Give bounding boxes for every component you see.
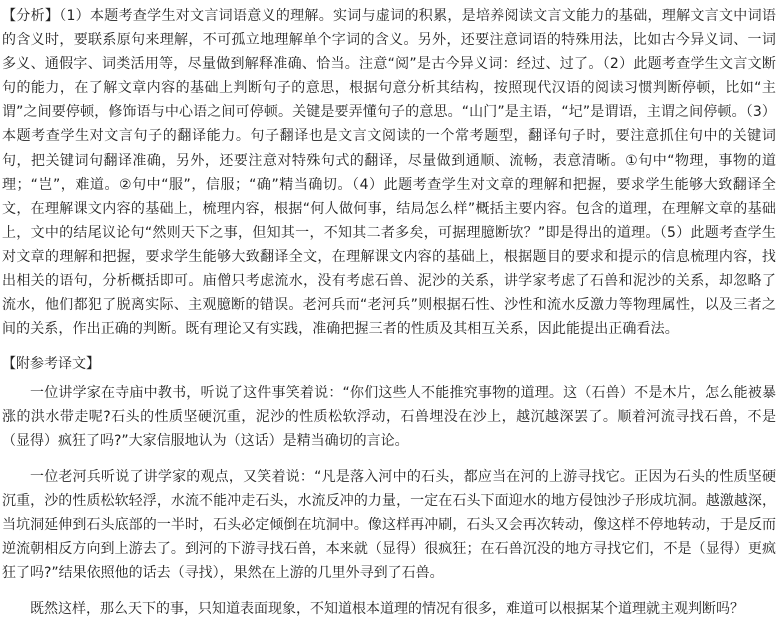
translation-paragraph-1: 一位讲学家在寺庙中教书，听说了这件事笑着说：“你们这些人不能推究事物的道理。这（石兽）不是木片，怎么能被暴涨的洪水带走呢?石头的性质坚硬沉重，泥沙的性质松软浮动，石兽埋没在沙上，越沉越深罢了。顺着河流寻找石兽，不是（显得）疯狂了吗?”大家信服地认为（这话）是精当确切的言论。 xyxy=(2,385,776,450)
analysis-block xyxy=(2,4,776,341)
translation-paragraph-2: 一位老河兵听说了讲学家的观点，又笑着说：“凡是落入河中的石头，都应当在河的上游寻找它。正因为石头的性质坚硬沉重，沙的性质松软轻浮，水流不能冲走石头，水流反冲的力量，一定在石头下面迎水的地方侵蚀沙子形成坑洞。越激越深，当坑洞延伸到石头底部的一半时，石头必定倾倒在坑洞中。像这样再冲刷，石头又会再次转动，像这样不停地转动，于是反而逆流朝相反方向到上游去了。到河的下游寻找石兽，本来就（显得）很疯狂；在石兽沉没的地方寻找它们，不是（显得）更疯狂了吗?”结果依照他的话去（寻找），果然在上游的几里外寻到了石兽。 xyxy=(2,469,776,582)
analysis-text: （1）本题考查学生对文言词语意义的理解。实词与虚词的积累，是培养阅读文言文能力的基础，理解文言文中词语的含义时，要联系原句来理解，不可孤立地理解单个字词的含义。另外，还要注意词语的特殊用法，比如古今异义词、一词多义、通假字、词类活用等，尽量做到解释准确、恰当。注意“阅”是古今异义词：经过、过了。（2）此题考查学生文言文断句的能力，在了解文章内容的基础上判断句子的意思，根据句意分析其结构，按照现代汉语的阅读习惯判断停顿，比如“主谓”之间要停顿，修饰语与中心语之间可停顿。关键是要弄懂句子的意思。“山门”是主语，“圮”是谓语，主谓之间停顿。（3）本题考查学生对文言句子的翻译能力。句子翻译也是文言文阅读的一个常考题型，翻译句子时，要注意抓住句中的关键词句，把关键词句翻译准确，另外，还要注意对特殊句式的翻译，尽量做到通顺、流畅，表意清晰。①句中“物理，事物的道理；“岂”，难道。②句中“服”，信服；“确”精当确切。（4）此题考查学生对文章的理解和把握，要求学生能够大致翻译全文，在理解课文内容的基础上，梳理内容，根据“何人做何事，结局怎么样”概括主要内容。包含的道理，在理解文章的基础上，文中的结尾议论句“然则天下之事，但知其一，不知其二者多矣，可据理臆断欤？”即是得出的道理。（5）此题考查学生对文章的理解和把握，要求学生能够大致翻译全文，在理解课文内容的基础上，根据题目的要求和提示的信息梳理内容，找出相关的语句，分析概括即可。庙僧只考虑流水，没有考虑石兽、泥沙的关系，讲学家考虑了石兽和泥沙的关系，却忽略了流水，他们都犯了脱离实际、主观臆断的错误。老河兵而“老河兵”则根据石性、沙性和流水反激力等物理属性，以及三者之间的关系，作出正确的判断。既有理论又有实践，准确把握三者的性质及其相互关系，因此能提出正确看法。 xyxy=(2,8,776,338)
analysis-label: 【分析】 xyxy=(2,8,60,24)
translation-heading: 【附参考译文】 xyxy=(2,356,100,373)
translation-paragraph-3: 既然这样，那么天下的事，只知道表面现象，不知道根本道理的情况有很多，难道可以根据某个道理就主观判断吗？ xyxy=(30,601,744,618)
